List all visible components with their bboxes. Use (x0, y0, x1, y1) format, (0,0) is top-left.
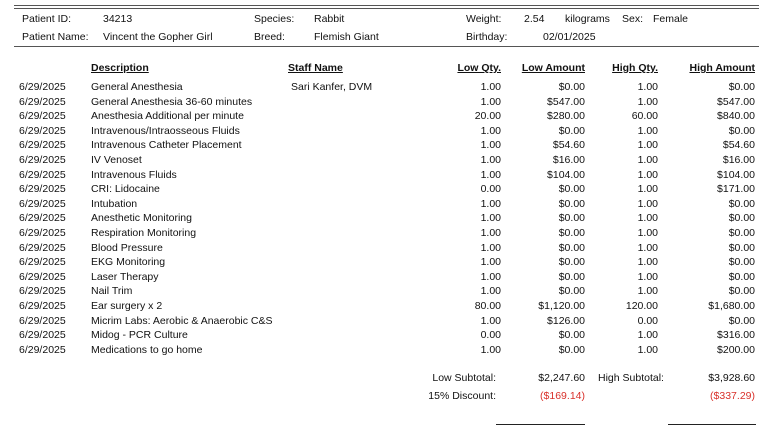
high-discount-value: ($337.29) (710, 390, 755, 402)
row-low-qty: 1.00 (480, 256, 501, 269)
row-low-amount: $54.60 (552, 139, 585, 152)
row-description: Intravenous Fluids (91, 168, 177, 181)
row-low-amount: $0.00 (558, 256, 585, 269)
sex-value: Female (653, 13, 689, 25)
row-high-amount: $0.00 (728, 124, 755, 137)
low-total-rule (496, 424, 585, 425)
row-date: 6/29/2025 (19, 270, 66, 283)
header-rule (14, 46, 759, 47)
row-date: 6/29/2025 (19, 154, 66, 166)
table-row (0, 271, 769, 285)
row-description: Respiration Monitoring (91, 227, 197, 239)
row-description: Blood Pressure (91, 241, 163, 254)
row-high-amount: $0.00 (728, 314, 755, 327)
row-high-amount: $0.00 (728, 285, 755, 298)
row-high-qty: 1.00 (637, 154, 658, 166)
row-description: Nail Trim (91, 285, 133, 298)
row-date: 6/29/2025 (19, 256, 66, 269)
row-high-qty: 1.00 (637, 270, 658, 283)
birthday-value: 02/01/2025 (543, 31, 596, 43)
row-date: 6/29/2025 (19, 124, 66, 137)
col-high-amount: High Amount (689, 62, 755, 74)
row-low-qty: 20.00 (474, 110, 501, 123)
col-high-qty: High Qty. (612, 62, 658, 74)
row-low-qty: 80.00 (474, 300, 501, 312)
table-row (0, 285, 769, 299)
row-low-amount: $0.00 (558, 329, 585, 342)
table-row (0, 81, 769, 95)
col-low-amount: Low Amount (521, 62, 585, 74)
row-low-amount: $280.00 (547, 110, 585, 123)
col-description: Description (91, 62, 149, 74)
row-high-qty: 1.00 (637, 285, 658, 298)
breed-value: Flemish Giant (314, 31, 379, 43)
row-low-qty: 1.00 (480, 270, 501, 283)
table-row (0, 169, 769, 183)
table-row (0, 329, 769, 343)
row-date: 6/29/2025 (19, 95, 66, 108)
row-low-qty: 1.00 (480, 197, 501, 210)
row-date: 6/29/2025 (19, 212, 66, 225)
row-high-amount: $547.00 (717, 95, 755, 108)
row-high-qty: 1.00 (637, 168, 658, 181)
row-high-amount: $316.00 (717, 329, 755, 342)
row-low-amount: $0.00 (558, 343, 585, 356)
row-high-qty: 120.00 (625, 300, 658, 312)
row-high-amount: $171.00 (717, 183, 755, 196)
table-row (0, 125, 769, 139)
table-row (0, 256, 769, 270)
row-low-amount: $0.00 (558, 270, 585, 283)
row-description: Intubation (91, 197, 138, 210)
row-high-amount: $16.00 (722, 154, 755, 166)
row-description: Laser Therapy (91, 270, 159, 283)
row-high-amount: $1,680.00 (708, 300, 755, 312)
row-date: 6/29/2025 (19, 241, 66, 254)
row-low-qty: 1.00 (480, 139, 501, 152)
row-high-qty: 1.00 (637, 329, 658, 342)
row-description: Medications to go home (91, 343, 203, 356)
species-label: Species: (254, 13, 295, 25)
discount-label: 15% Discount: (428, 390, 496, 402)
row-low-qty: 1.00 (480, 241, 501, 254)
row-low-amount: $104.00 (547, 168, 585, 181)
row-high-qty: 1.00 (637, 343, 658, 356)
row-high-amount: $0.00 (728, 81, 755, 93)
row-high-amount: $0.00 (728, 227, 755, 239)
row-description: Ear surgery x 2 (91, 300, 163, 312)
row-low-qty: 1.00 (480, 227, 501, 239)
row-high-amount: $0.00 (728, 197, 755, 210)
row-low-amount: $16.00 (552, 154, 585, 166)
row-high-amount: $54.60 (722, 139, 755, 152)
row-high-amount: $0.00 (728, 241, 755, 254)
row-description: Anesthetic Monitoring (91, 212, 192, 225)
row-date: 6/29/2025 (19, 285, 66, 298)
low-subtotal-label: Low Subtotal: (432, 372, 496, 384)
table-row (0, 198, 769, 212)
row-low-qty: 1.00 (480, 95, 501, 108)
row-low-amount: $0.00 (558, 124, 585, 137)
row-low-qty: 1.00 (480, 314, 501, 327)
row-high-amount: $840.00 (717, 110, 755, 123)
row-low-amount: $126.00 (547, 314, 585, 327)
row-low-amount: $0.00 (558, 227, 585, 239)
row-description: Anesthesia Additional per minute (91, 110, 244, 123)
row-low-amount: $0.00 (558, 183, 585, 196)
row-date: 6/29/2025 (19, 183, 66, 196)
patient-name-label: Patient Name: (22, 31, 89, 43)
row-low-amount: $0.00 (558, 212, 585, 225)
row-date: 6/29/2025 (19, 139, 66, 152)
row-high-qty: 0.00 (637, 314, 658, 327)
col-low-qty: Low Qty. (457, 62, 501, 74)
table-row (0, 139, 769, 153)
row-date: 6/29/2025 (19, 81, 66, 93)
row-low-amount: $1,120.00 (538, 300, 585, 312)
patient-id-label: Patient ID: (22, 13, 72, 25)
row-low-qty: 1.00 (480, 285, 501, 298)
row-high-qty: 1.00 (637, 124, 658, 137)
top-rule (14, 5, 759, 6)
row-date: 6/29/2025 (19, 110, 66, 123)
sex-label: Sex: (622, 13, 644, 25)
row-high-qty: 1.00 (637, 256, 658, 269)
row-date: 6/29/2025 (19, 227, 66, 239)
high-subtotal-value: $3,928.60 (708, 372, 755, 384)
row-high-amount: $104.00 (717, 168, 755, 181)
row-low-qty: 1.00 (480, 343, 501, 356)
row-low-qty: 0.00 (480, 329, 501, 342)
breed-label: Breed: (254, 31, 285, 43)
row-low-qty: 1.00 (480, 154, 501, 166)
row-low-qty: 1.00 (480, 124, 501, 137)
row-low-qty: 1.00 (480, 81, 501, 93)
top-rule-2 (14, 8, 759, 9)
row-description: General Anesthesia (91, 81, 183, 93)
row-description: CRI: Lidocaine (91, 183, 160, 196)
row-description: IV Venoset (91, 154, 142, 166)
row-high-qty: 1.00 (637, 241, 658, 254)
birthday-label: Birthday: (466, 31, 508, 43)
high-subtotal-label: High Subtotal: (598, 372, 664, 384)
table-row (0, 315, 769, 329)
row-description: Intravenous/Intraosseous Fluids (91, 124, 240, 137)
row-low-amount: $547.00 (547, 95, 585, 108)
row-date: 6/29/2025 (19, 197, 66, 210)
row-high-qty: 1.00 (637, 212, 658, 225)
patient-id-value: 34213 (103, 13, 133, 25)
row-low-amount: $0.00 (558, 81, 585, 93)
row-high-qty: 1.00 (637, 95, 658, 108)
row-low-qty: 1.00 (480, 212, 501, 225)
table-row (0, 242, 769, 256)
row-description: Midog - PCR Culture (91, 329, 188, 342)
table-row (0, 110, 769, 124)
species-value: Rabbit (314, 13, 345, 25)
row-low-qty: 1.00 (480, 168, 501, 181)
row-staff-name: Sari Kanfer, DVM (291, 81, 373, 93)
row-low-qty: 0.00 (480, 183, 501, 196)
row-description: EKG Monitoring (91, 256, 166, 269)
low-discount-value: ($169.14) (540, 390, 585, 402)
row-high-amount: $0.00 (728, 212, 755, 225)
patient-name-value: Vincent the Gopher Girl (103, 31, 213, 43)
table-row (0, 96, 769, 110)
row-description: Intravenous Catheter Placement (91, 139, 242, 152)
weight-value: 2.54 (524, 13, 545, 25)
high-total-rule (668, 424, 756, 425)
row-date: 6/29/2025 (19, 300, 66, 312)
row-high-qty: 1.00 (637, 227, 658, 239)
weight-label: Weight: (466, 13, 502, 25)
table-row (0, 212, 769, 226)
row-high-amount: $200.00 (717, 343, 755, 356)
col-staff-name: Staff Name (288, 62, 343, 74)
table-row (0, 344, 769, 358)
table-row (0, 183, 769, 197)
row-high-qty: 1.00 (637, 81, 658, 93)
row-date: 6/29/2025 (19, 314, 66, 327)
weight-unit: kilograms (565, 13, 610, 25)
table-row (0, 154, 769, 168)
row-low-amount: $0.00 (558, 285, 585, 298)
row-date: 6/29/2025 (19, 168, 66, 181)
row-date: 6/29/2025 (19, 329, 66, 342)
table-row (0, 300, 769, 314)
row-high-amount: $0.00 (728, 270, 755, 283)
row-description: Micrim Labs: Aerobic & Anaerobic C&S (91, 314, 273, 327)
row-high-qty: 1.00 (637, 183, 658, 196)
row-low-amount: $0.00 (558, 197, 585, 210)
row-date: 6/29/2025 (19, 343, 66, 356)
row-high-qty: 1.00 (637, 197, 658, 210)
row-description: General Anesthesia 36-60 minutes (91, 95, 253, 108)
table-row (0, 227, 769, 241)
low-subtotal-value: $2,247.60 (538, 372, 585, 384)
row-low-amount: $0.00 (558, 241, 585, 254)
row-high-qty: 60.00 (631, 110, 658, 123)
row-high-amount: $0.00 (728, 256, 755, 269)
row-high-qty: 1.00 (637, 139, 658, 152)
